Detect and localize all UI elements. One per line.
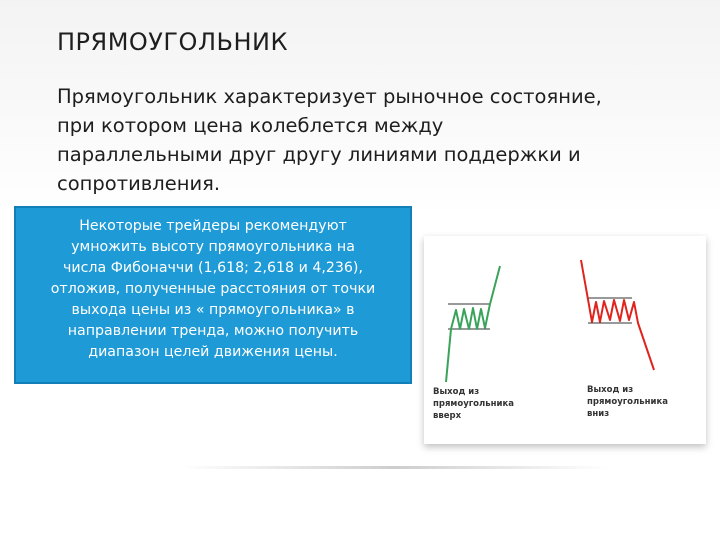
caption-line: Выход из <box>587 385 634 395</box>
caption-line: вверх <box>433 411 462 421</box>
note-line: диапазон целей движения цены. <box>88 344 338 360</box>
note-line: направлении тренда, можно получить <box>67 323 359 339</box>
slide-title: ПРЯМОУГОЛЬНИК <box>57 28 288 56</box>
note-line: отложив, полученные расстояния от точки <box>50 281 376 297</box>
rectangle-pattern-figure <box>424 236 706 444</box>
caption-line: прямоугольника <box>433 399 514 409</box>
price-line-up <box>446 266 500 382</box>
caption-line: прямоугольника <box>587 397 668 407</box>
price-line-down <box>581 260 654 370</box>
body-line: при котором цена колеблется между <box>57 114 444 137</box>
body-line: сопротивления. <box>57 172 221 195</box>
caption-line: вниз <box>587 409 610 419</box>
note-line: выхода цены из « прямоугольника» в <box>71 302 355 318</box>
note-line: числа Фибоначчи (1,618; 2,618 и 4,236), <box>63 260 363 276</box>
caption-breakout-up <box>433 386 514 422</box>
caption-breakout-down <box>587 384 668 420</box>
body-line: параллельными друг другу линиями поддержки и <box>57 143 581 166</box>
caption-line: Выход из <box>433 387 480 397</box>
body-line: Прямоугольник характеризует рыночное состояние, <box>57 85 602 108</box>
fibonacci-note-box <box>14 206 412 384</box>
body-paragraph <box>57 82 677 198</box>
note-line: умножить высоту прямоугольника на <box>71 239 355 255</box>
footer-divider <box>180 466 610 469</box>
note-line: Некоторые трейдеры рекомендуют <box>79 218 347 234</box>
